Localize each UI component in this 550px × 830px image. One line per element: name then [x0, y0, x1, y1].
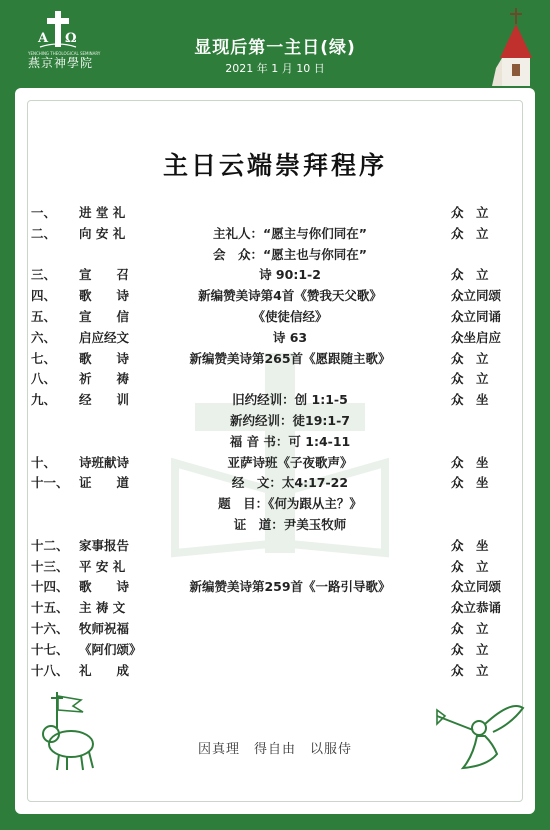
row-response: 众坐启应 [451, 329, 502, 345]
row-number: 五、 [31, 309, 57, 324]
row-number: 十二、 [31, 537, 69, 553]
row-item-name: 宣 召 [79, 267, 130, 283]
program-row [15, 349, 535, 369]
row-item-name: 牧师祝福 [79, 621, 130, 636]
row-response: 众立同诵 [451, 309, 502, 324]
program-row [15, 453, 535, 473]
row-number: 十七、 [31, 641, 69, 657]
row-detail: 经 文：太4:17-22 [231, 475, 349, 491]
logo-school-name: 燕京神學院 [28, 56, 94, 70]
row-response: 众 坐 [451, 537, 489, 553]
row-item-name: 证 道 [79, 475, 130, 491]
row-item-name: 向 安 礼 [79, 225, 126, 241]
program-row [15, 265, 535, 285]
row-number: 十、 [31, 454, 57, 470]
program-row [15, 640, 535, 660]
row-number: 二、 [31, 225, 57, 241]
row-response: 众 立 [451, 641, 489, 657]
row-item-name: 主 祷 文 [79, 600, 126, 616]
row-number: 十三、 [31, 558, 69, 574]
svg-text:A: A [38, 31, 49, 46]
row-item-name: 家事报告 [79, 537, 130, 553]
row-detail: 《使徒信经》 [252, 309, 328, 324]
row-detail: 题 目：《何为跟从主？》 [218, 496, 362, 512]
row-detail: 新约经训：徒19:1-7 [230, 413, 350, 428]
program-row [15, 307, 535, 327]
row-response: 众 立 [451, 205, 489, 220]
row-response: 众立同颂 [451, 288, 502, 304]
row-response: 众 立 [451, 371, 489, 387]
program-row [15, 411, 535, 431]
row-response: 众 立 [451, 350, 489, 366]
row-detail: 新编赞美诗第265首《愿跟随主歌》 [189, 350, 391, 366]
row-number: 六、 [31, 329, 57, 345]
row-detail: 诗 90:1-2 [259, 267, 321, 283]
church-icon [490, 6, 544, 88]
row-response: 众 立 [451, 267, 489, 283]
row-detail: 新编赞美诗第4首《赞我天父歌》 [198, 288, 382, 304]
row-item-name: 平 安 礼 [79, 558, 126, 574]
program-paper [15, 88, 535, 814]
row-response: 众 立 [451, 558, 489, 574]
program-row [15, 557, 535, 577]
program-row [15, 203, 535, 223]
row-number: 九、 [31, 392, 57, 408]
service-date: 2021 年 1 月 10 日 [225, 62, 325, 75]
row-number: 十一、 [31, 475, 69, 491]
row-number: 十四、 [31, 579, 69, 595]
row-detail: 主礼人：“愿主与你们同在” [213, 225, 367, 241]
row-item-name: 经 训 [79, 392, 130, 408]
row-detail: 会 众：“愿主也与你同在” [213, 246, 367, 262]
row-response: 众 立 [451, 225, 489, 241]
row-item-name: 宣 信 [79, 309, 130, 324]
row-number: 一、 [31, 205, 57, 220]
row-detail: 新编赞美诗第259首《一路引导歌》 [189, 579, 391, 595]
row-response: 众立同颂 [451, 579, 502, 595]
row-item-name: 《阿们颂》 [79, 641, 142, 657]
program-row [15, 536, 535, 556]
row-item-name: 礼 成 [79, 662, 130, 678]
row-number: 四、 [31, 288, 57, 304]
row-response: 众 立 [451, 662, 489, 678]
program-row [15, 494, 535, 514]
row-detail: 旧约经训：创 1:1-5 [232, 392, 348, 408]
row-response: 众立恭诵 [451, 600, 502, 616]
row-number: 八、 [31, 371, 57, 387]
row-item-name: 歌 诗 [79, 350, 130, 366]
logo-small-text: YENCHING THEOLOGICAL SEMINARY [28, 51, 101, 56]
program-row [15, 515, 535, 535]
program-row [15, 619, 535, 639]
motto-text: 因真理 得自由 以服侍 [197, 742, 352, 757]
program-row [15, 369, 535, 389]
row-item-name: 祈 祷 [79, 371, 130, 387]
row-item-name: 启应经文 [79, 329, 130, 345]
row-number: 七、 [31, 350, 57, 366]
row-number: 十五、 [31, 600, 69, 616]
row-number: 十六、 [31, 621, 69, 636]
program-row [15, 328, 535, 348]
row-item-name: 进 堂 礼 [79, 205, 126, 220]
program-row [15, 224, 535, 244]
program-row [15, 577, 535, 597]
program-row [15, 245, 535, 265]
svg-text:Ω: Ω [65, 31, 77, 46]
program-row [15, 286, 535, 306]
row-item-name: 诗班献诗 [79, 454, 130, 470]
row-detail: 亚萨诗班《子夜歌声》 [227, 454, 353, 470]
page-title: 显现后第一主日(绿) [194, 38, 356, 58]
row-response: 众 坐 [451, 392, 489, 408]
angel-trumpet-icon [433, 694, 525, 774]
row-number: 十八、 [31, 662, 69, 678]
row-item-name: 歌 诗 [79, 579, 130, 595]
program-row [15, 473, 535, 493]
row-response: 众 坐 [451, 454, 489, 470]
program-row [15, 390, 535, 410]
program-row [15, 432, 535, 452]
row-detail: 诗 63 [272, 329, 308, 345]
program-title: 主日云端崇拜程序 [162, 151, 387, 180]
lamb-icon [29, 688, 109, 774]
row-item-name: 歌 诗 [79, 288, 130, 304]
program-row [15, 661, 535, 681]
program-row [15, 598, 535, 618]
row-response: 众 坐 [451, 475, 489, 491]
row-number: 三、 [31, 267, 57, 283]
header-banner [0, 0, 550, 88]
row-response: 众 立 [451, 621, 489, 636]
row-detail: 福 音 书：可 1:4-11 [229, 433, 351, 449]
row-detail: 证 道：尹美玉牧师 [233, 517, 347, 532]
